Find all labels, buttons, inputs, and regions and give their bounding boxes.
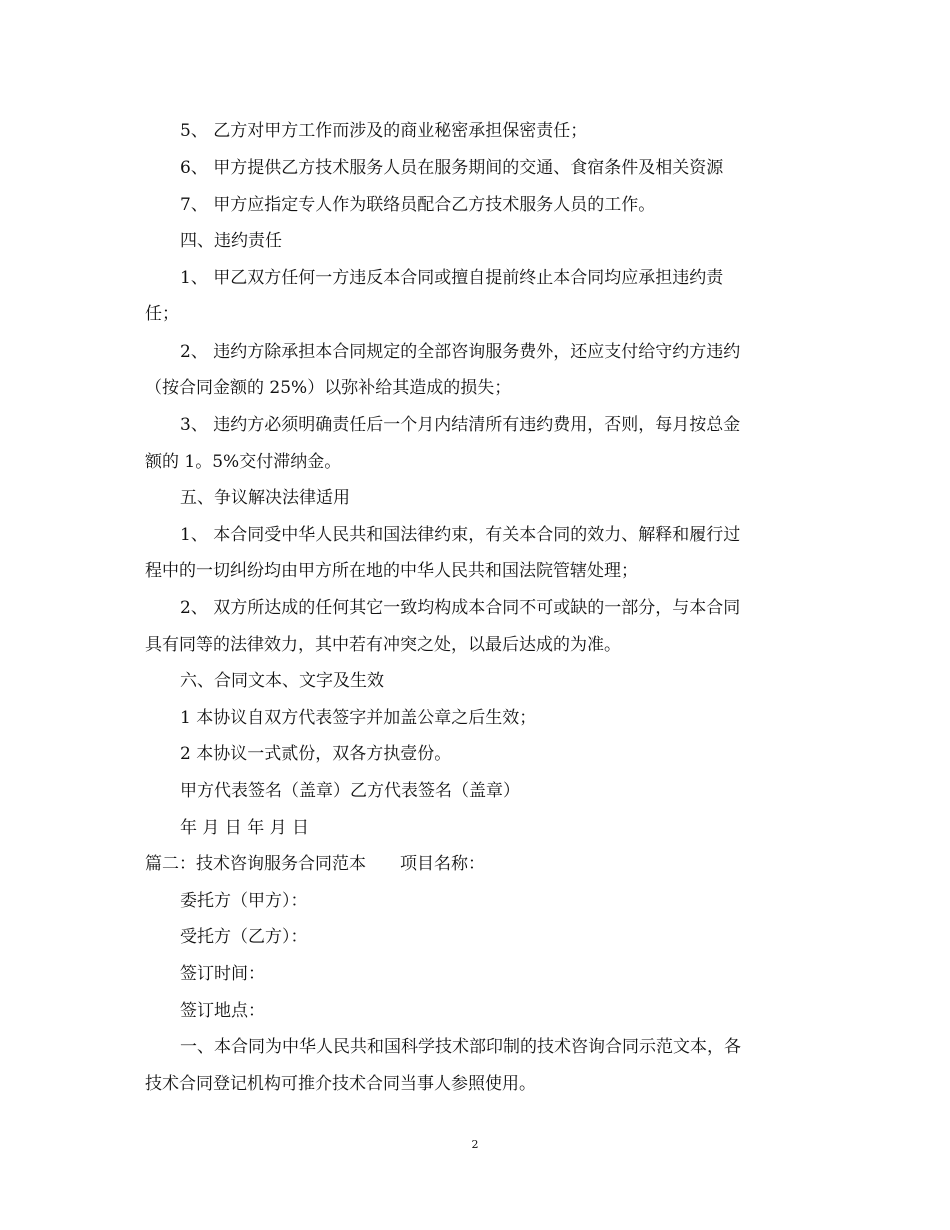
- page-number: 2: [471, 1138, 479, 1151]
- section-5-heading: 五、争议解决法律适用: [180, 488, 350, 508]
- part-2-title: 篇二：技术咨询服务合同范本 项目名称：: [145, 854, 485, 874]
- date-line: 年 月 日 年 月 日: [180, 818, 310, 838]
- effect-2-line: 2 本协议一式贰份，双各方执壹份。: [180, 744, 452, 764]
- article-1-line-2: 技术合同登记机构可推介技术合同当事人参照使用。: [145, 1074, 536, 1094]
- dispute-2-line-2: 具有同等的法律效力，其中若有冲突之处，以最后达成的为准。: [145, 635, 621, 655]
- breach-2-line-2: （按合同金额的 25%）以弥补给其造成的损失；: [145, 378, 512, 398]
- section-4-heading: 四、违约责任: [180, 231, 282, 251]
- breach-2-line-1: 2、 违约方除承担本合同规定的全部咨询服务费外，还应支付给守约方违约: [180, 342, 741, 362]
- contractor-party-field: 受托方（乙方）：: [180, 927, 308, 947]
- client-party-field: 委托方（甲方）：: [180, 891, 308, 911]
- signing-time-field: 签订时间：: [180, 964, 265, 984]
- section-6-heading: 六、合同文本、文字及生效: [180, 671, 384, 691]
- signature-line: 甲方代表签名（盖章）乙方代表签名（盖章）: [180, 781, 520, 801]
- breach-1-line-2: 任；: [145, 304, 179, 324]
- dispute-1-line-1: 1、 本合同受中华人民共和国法律约束，有关本合同的效力、解释和履行过: [180, 525, 741, 545]
- dispute-2-line-1: 2、 双方所达成的任何其它一致均构成本合同不可或缺的一部分，与本合同: [180, 598, 741, 618]
- breach-3-line-1: 3、 违约方必须明确责任后一个月内结清所有违约费用，否则，每月按总金: [180, 415, 741, 435]
- clause-5-line: 5、 乙方对甲方工作而涉及的商业秘密承担保密责任；: [180, 121, 588, 141]
- dispute-1-line-2: 程中的一切纠纷均由甲方所在地的中华人民共和国法院管辖处理；: [145, 561, 638, 581]
- article-1-line-1: 一、本合同为中华人民共和国科学技术部印制的技术咨询合同示范文本，各: [180, 1037, 741, 1057]
- clause-6-line: 6、 甲方提供乙方技术服务人员在服务期间的交通、食宿条件及相关资源: [180, 158, 724, 178]
- breach-1-line-1: 1、 甲乙双方任何一方违反本合同或擅自提前终止本合同均应承担违约责: [180, 268, 724, 288]
- clause-7-line: 7、 甲方应指定专人作为联络员配合乙方技术服务人员的工作。: [180, 195, 656, 215]
- breach-3-line-2: 额的 1。5%交付滞纳金。: [145, 452, 342, 472]
- effect-1-line: 1 本协议自双方代表签字并加盖公章之后生效；: [180, 708, 537, 728]
- signing-place-field: 签订地点：: [180, 1001, 265, 1021]
